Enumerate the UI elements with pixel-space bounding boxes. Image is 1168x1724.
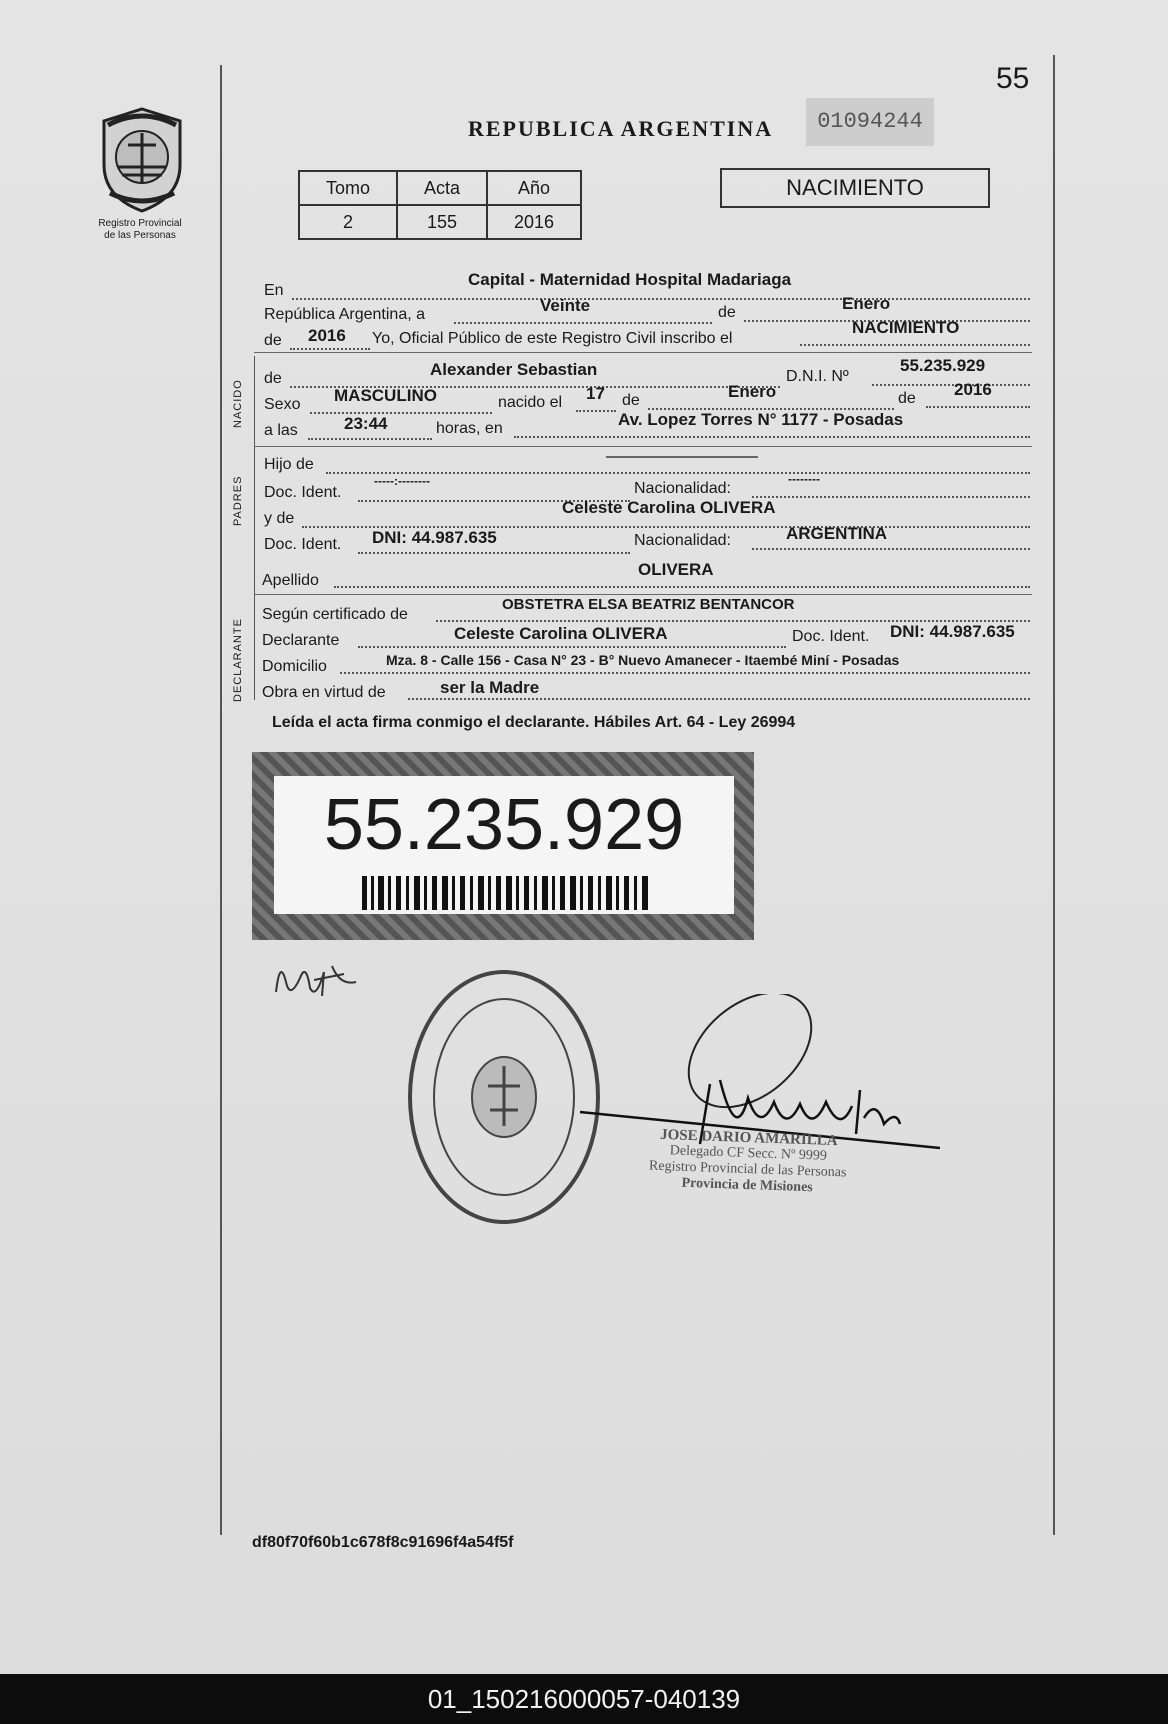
label-apellido: Apellido [262,572,319,589]
barcode-label [252,752,754,940]
value-nombre: Alexander Sebastian [430,360,598,379]
dotted-line [310,412,492,414]
header-acta: Acta [397,171,487,205]
scan-footer-id: 01_150216000057-040139 [0,1674,1168,1724]
dotted-line [514,436,1030,438]
label-nacido-el: nacido el [498,394,563,411]
dotted-line [408,698,1030,700]
value-nac-anio: 2016 [954,380,992,399]
label-republica: República Argentina, a [264,306,425,323]
declarant-signature-icon [270,952,362,1008]
value-dia: Veinte [540,296,591,315]
label-a-las: a las [264,422,298,439]
label-de: de [264,332,282,349]
dotted-line [290,348,370,350]
value-mes: Enero [842,294,891,313]
value-domicilio: Mza. 8 - Calle 156 - Casa N° 23 - B° Nuevo Amanecer - Itaembé Miní - Posadas [386,652,900,668]
value-dni: 55.235.929 [900,356,986,375]
barcode-icon [362,876,652,910]
label-y-de: y de [264,510,295,527]
label-de: de [898,390,916,407]
label-sexo: Sexo [264,396,301,413]
value-declarante: Celeste Carolina OLIVERA [454,624,668,643]
dotted-line [752,548,1030,550]
value-madre-doc: DNI: 44.987.635 [372,528,497,547]
dotted-line [872,384,1030,386]
dotted-line [926,406,1030,408]
label-doc-ident: Doc. Ident. [264,484,342,501]
value-acta: 155 [397,205,487,239]
official-stamp-text [627,1126,869,1198]
barcode-panel [274,776,734,914]
stamp-office: Registro Provincial de las Personas [648,1158,847,1181]
value-anio: 2016 [308,326,346,345]
value-sexo: MASCULINO [334,386,437,405]
label-nacionalidad: Nacionalidad: [634,480,731,497]
stamp-name: JOSE DARIO AMARILLA [659,1126,838,1150]
act-type-box: NACIMIENTO [720,168,990,208]
value-padre-nac: -------- [788,472,820,486]
value-nac-dia: 17 [586,384,605,403]
value-madre-nac: ARGENTINA [786,524,888,543]
crest-caption-line1: Registro Provincial [98,218,182,229]
label-declarante: Declarante [262,632,340,649]
dotted-line [454,322,712,324]
side-label-declarante: DECLARANTE [232,618,244,702]
page-number: 55 [996,62,1030,95]
label-en: En [264,282,284,299]
right-margin-line [1053,55,1055,1535]
label-de: de [622,392,640,409]
dotted-line [752,496,1030,498]
value-tomo: 2 [299,205,397,239]
closing-text: Leída el acta firma conmigo el declarante. Hábiles Art. 64 - Ley 26994 [272,714,796,731]
section-rule [254,352,1032,353]
dotted-line [340,672,1030,674]
value-apellido: OLIVERA [638,560,714,579]
provincial-crest-icon [96,105,188,215]
dotted-line [308,438,432,440]
value-anio: 2016 [487,205,581,239]
value-nac-mes: Enero [728,382,777,401]
value-obra: ser la Madre [440,678,540,697]
section-rule [254,446,1032,447]
section-rule [254,594,1032,595]
label-nacionalidad: Nacionalidad: [634,532,731,549]
dotted-line [358,646,786,648]
label-doc-ident: Doc. Ident. [264,536,342,553]
dotted-line [334,586,1030,588]
value-madre: Celeste Carolina OLIVERA [562,498,776,517]
left-margin-line [220,65,222,1535]
label-domicilio: Domicilio [262,658,327,675]
label-hijo-de: Hijo de [264,456,314,473]
label-de: de [264,370,282,387]
serial-stamp-number: 01094244 [806,98,934,146]
label-obra-en-virtud: Obra en virtud de [262,684,386,701]
value-inscribe: NACIMIENTO [852,318,960,337]
value-hora: 23:44 [344,414,388,433]
value-direccion-nac: Av. Lopez Torres N° 1177 - Posadas [618,410,904,429]
barcode-number: 55.235.929 [323,785,685,865]
side-label-nacido: NACIDO [232,379,244,428]
header-tomo: Tomo [299,171,397,205]
stamp-role: Delegado CF Secc. Nº 9999 [669,1143,828,1164]
section-divider-line [254,356,255,700]
blank-dash [606,456,758,458]
dotted-line [576,410,616,412]
crest-caption [80,218,200,242]
value-certificado: OBSTETRA ELSA BEATRIZ BENTANCOR [502,596,795,613]
stamp-province: Provincia de Misiones [681,1175,813,1196]
dotted-line [326,472,1030,474]
crest-caption-line2: de las Personas [104,230,176,241]
label-horas-en: horas, en [436,420,503,437]
register-table-value-row [299,205,581,239]
label-doc-ident: Doc. Ident. [792,628,870,645]
hash-code: df80f70f60b1c678f8c91696f4a54f5f [252,1534,514,1551]
value-declarante-doc: DNI: 44.987.635 [890,622,1015,641]
label-dni: D.N.I. Nº [786,368,849,385]
dotted-line [800,344,1030,346]
label-segun-certificado: Según certificado de [262,606,408,623]
register-table [298,170,582,240]
dotted-line [292,298,1030,300]
side-label-padres: PADRES [232,475,244,526]
dotted-line [358,552,630,554]
value-lugar: Capital - Maternidad Hospital Madariaga [468,270,792,289]
header-anio: Año [487,171,581,205]
value-padre-doc: -----:-------- [374,474,430,488]
label-de: de [718,304,736,321]
label-yo-oficial: Yo, Oficial Público de este Registro Civil inscribo el [372,330,733,347]
document-title: REPUBLICA ARGENTINA [468,116,774,141]
register-table-header-row [299,171,581,205]
